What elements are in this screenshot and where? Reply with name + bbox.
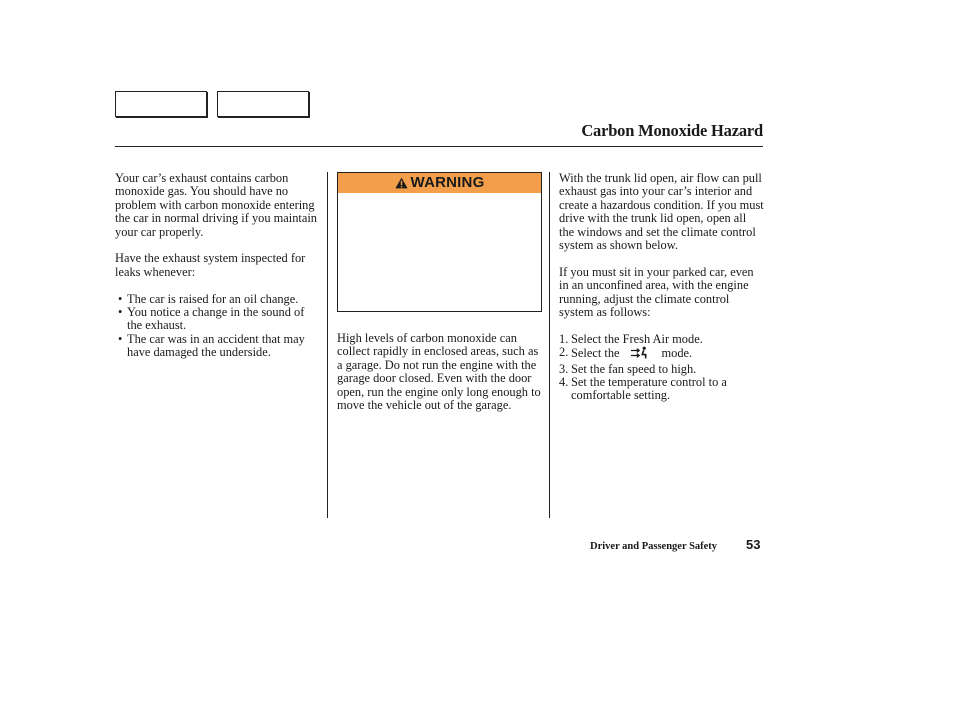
warning-triangle-icon bbox=[395, 177, 408, 189]
step-number: 4. bbox=[559, 375, 569, 390]
step-text: Set the fan speed to high. bbox=[571, 361, 697, 376]
page-number: 53 bbox=[746, 537, 761, 552]
bullet-marker: • bbox=[118, 291, 123, 306]
intro-paragraph: Your car’s exhaust contains carbon monoxide gas. You should have no problem with carbon monoxide entering the car in normal driving if you maintain your car properly. bbox=[115, 171, 317, 239]
warning-body bbox=[338, 193, 541, 311]
list-item bbox=[115, 333, 320, 360]
trunk-paragraph: With the trunk lid open, air flow can pull exhaust gas into your car’s interior and create a hazardous condition. If you must drive with the trunk lid open, open all the windows and set the climate control system as shown below. bbox=[559, 171, 764, 253]
title-divider bbox=[115, 146, 763, 147]
garage-paragraph: High levels of carbon monoxide can collect rapidly in enclosed areas, such as a garage. Do not run the engine with the garage door closed. Even with the door open, run the engine only long enough to move the vehicle out of the garage. bbox=[337, 331, 541, 413]
climate-steps-list bbox=[559, 333, 764, 403]
footer-section-title: Driver and Passenger Safety bbox=[590, 541, 718, 552]
bullet-marker: • bbox=[118, 305, 123, 320]
inspection-bullet-list bbox=[115, 293, 320, 360]
inspect-lead-paragraph: Have the exhaust system inspected for leaks whenever: bbox=[115, 251, 306, 279]
list-item bbox=[559, 333, 764, 346]
step-number: 1. bbox=[559, 331, 569, 346]
list-item bbox=[115, 293, 320, 306]
previous-page-button[interactable] bbox=[115, 91, 207, 117]
column-divider bbox=[327, 172, 328, 518]
parked-paragraph: If you must sit in your parked car, even in an unconfined area, with the engine running, adjust the climate control system as follows: bbox=[559, 264, 754, 320]
list-item bbox=[559, 346, 764, 362]
right-column bbox=[559, 172, 764, 403]
vent-mode-icon bbox=[630, 346, 648, 362]
step-number: 3. bbox=[559, 361, 569, 376]
middle-column bbox=[337, 172, 545, 426]
list-item-text: You notice a change in the sound of the exhaust. bbox=[127, 305, 305, 333]
step-text: Select the Fresh Air mode. bbox=[571, 331, 703, 346]
list-item bbox=[559, 363, 764, 376]
list-item bbox=[115, 306, 320, 333]
step-number: 2. bbox=[559, 345, 569, 360]
left-column bbox=[115, 172, 320, 360]
column-divider bbox=[549, 172, 550, 518]
step-text: mode. bbox=[661, 346, 693, 361]
step-text: Set the temperature control to a comfortable setting. bbox=[571, 375, 727, 403]
next-page-button[interactable] bbox=[217, 91, 309, 117]
bullet-marker: • bbox=[118, 331, 123, 346]
list-item bbox=[559, 376, 764, 403]
warning-label: WARNING bbox=[410, 174, 485, 192]
step-text: Select the bbox=[571, 346, 620, 361]
list-item-text: The car was in an accident that may have damaged the underside. bbox=[127, 331, 305, 360]
list-item-text: The car is raised for an oil change. bbox=[127, 291, 299, 306]
page-title: Carbon Monoxide Hazard bbox=[581, 121, 763, 140]
warning-box bbox=[337, 172, 542, 312]
warning-header bbox=[338, 173, 541, 193]
